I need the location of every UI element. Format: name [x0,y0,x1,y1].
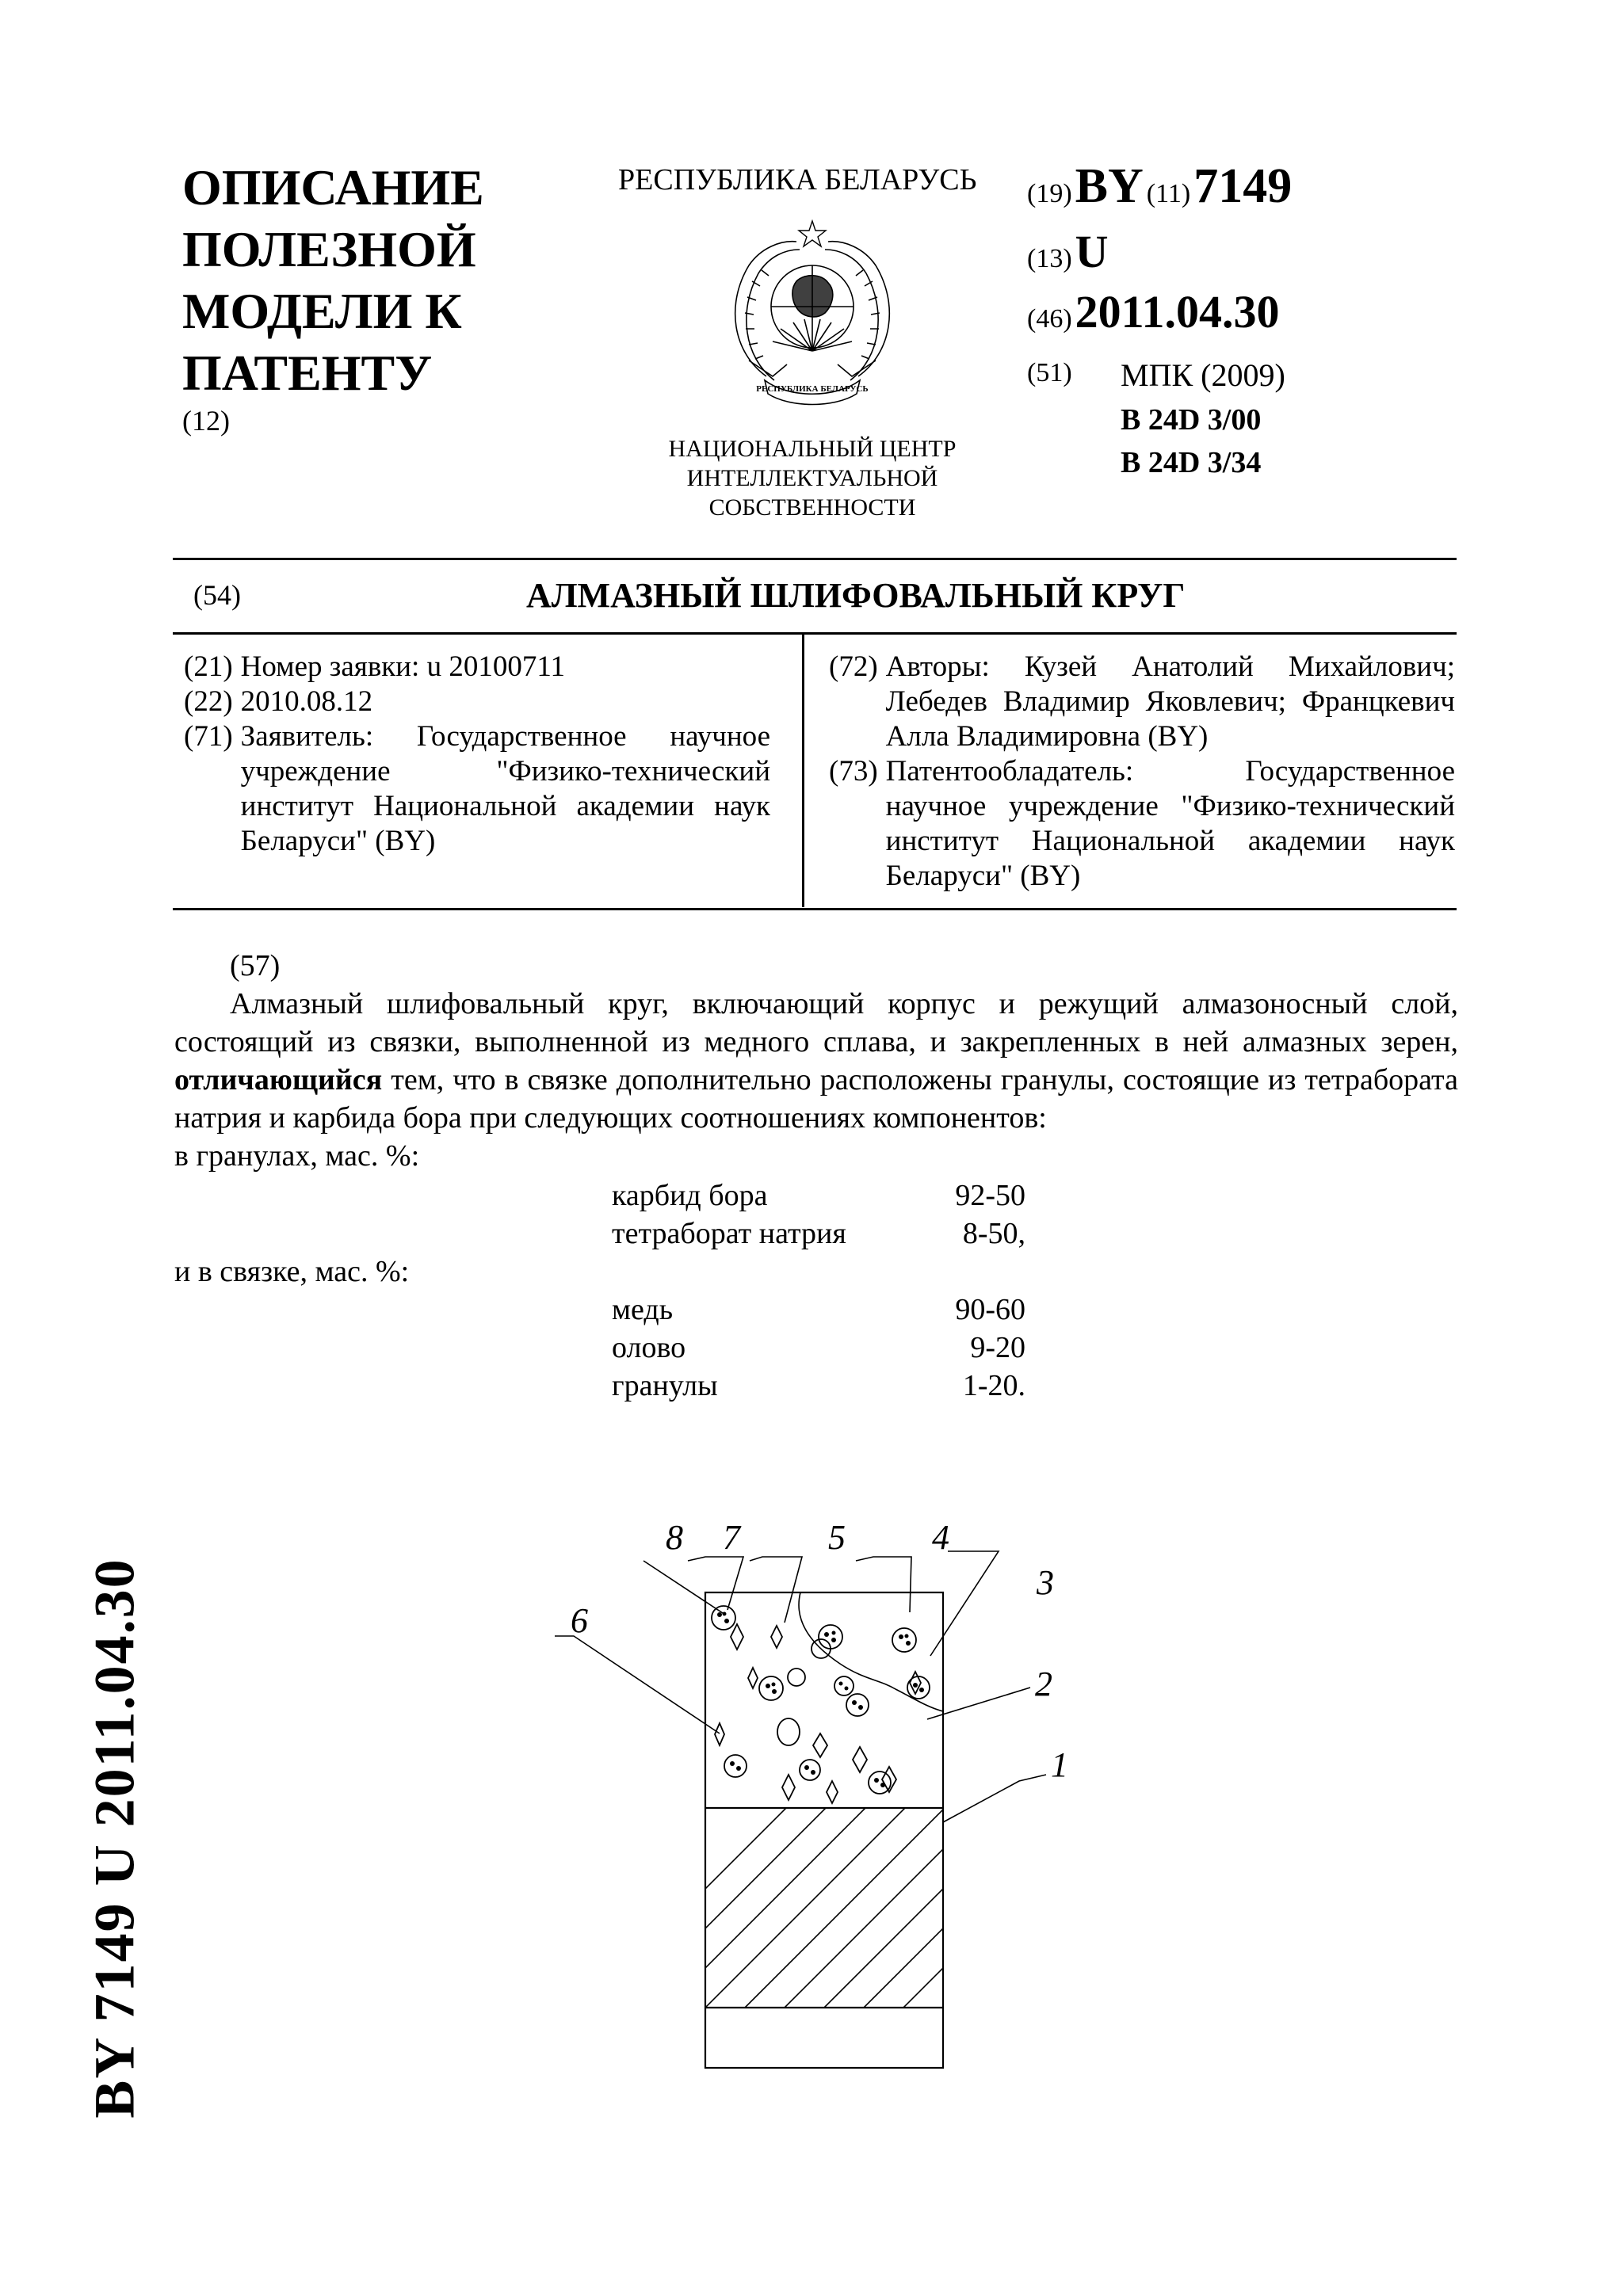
belarus-emblem-icon [717,218,907,412]
center-line: НАЦИОНАЛЬНЫЙ ЦЕНТР [668,436,957,462]
callout-2: 2 [1035,1665,1052,1703]
ipc-code: B 24D 3/34 [1121,446,1262,479]
code-54: (54) [193,579,241,611]
callout-1: 1 [1051,1745,1068,1784]
callout-6: 6 [571,1601,588,1640]
national-center-name [626,434,999,522]
republic-name: РЕСПУБЛИКА БЕЛАРУСЬ [618,163,977,196]
wheel-section-outline [705,1592,943,2068]
code-11: (11) [1146,179,1191,208]
body-hatching [586,1808,1103,2008]
claim [174,947,1458,1175]
callout-5: 5 [828,1518,846,1557]
component-name: олово [612,1331,686,1364]
code-12: (12) [182,405,230,437]
invention-title: АЛМАЗНЫЙ ШЛИФОВАЛЬНЫЙ КРУГ [526,576,1186,615]
field-label: (22) [184,685,233,718]
column-divider [802,634,804,907]
callout-7: 7 [723,1518,740,1557]
code-19: (19) [1027,179,1072,208]
authors: Авторы: Кузей Анатолий Михайлович; Лебедев Владимир Яковлевич; Францкевич Алла Владимировна (BY) [885,650,1455,753]
component-value: 92-50 [955,1179,1025,1212]
title-line: ПАТЕНТУ [182,345,433,401]
composition-row [612,1329,1025,1367]
composition-row [612,1215,1025,1253]
callout-4: 4 [932,1518,949,1557]
country-code: BY [1075,159,1144,213]
divider [173,908,1457,910]
component-name: тетраборат натрия [612,1217,846,1250]
component-value: 9-20 [970,1331,1025,1364]
application-number: Номер заявки: u 20100711 [240,650,565,683]
component-name: гранулы [612,1369,718,1402]
ipc-version: МПК (2009) [1121,357,1285,393]
title-line: ОПИСАНИЕ [182,159,484,215]
title-line: ПОЛЕЗНОЙ [182,221,476,277]
authors-owner-data [829,650,1455,894]
binder-intro: и в связке, мас. %: [174,1255,410,1288]
callout-3: 3 [1037,1563,1054,1602]
patent-owner: Патентообладатель: Государственное научное учреждение "Физико-технический институт Национальной академии наук Беларуси" (BY) [885,755,1455,892]
patent-number: 7149 [1193,159,1293,213]
composition-row [612,1367,1025,1405]
document-title [182,157,484,404]
title-line: МОДЕЛИ К [182,283,462,339]
component-value: 1-20. [962,1369,1025,1402]
claim-bold-word: отличающийся [174,1063,383,1097]
divider [173,632,1457,635]
granules-composition [612,1177,1025,1253]
field-label: (72) [829,650,878,683]
side-label [63,1537,166,2139]
composition-row [612,1291,1025,1329]
applicant: Заявитель: Государственное научное учреждение "Физико-технический институт Национальной академии наук Беларуси" (BY) [240,720,770,857]
divider [173,558,1457,560]
application-data [184,650,770,859]
composition-row [612,1177,1025,1215]
component-value: 90-60 [955,1293,1025,1326]
component-value: 8-50, [962,1217,1025,1250]
granules-intro: в гранулах, мас. %: [174,1139,420,1173]
center-line: СОБСТВЕННОСТИ [708,494,916,521]
code-51: (51) [1027,358,1072,387]
claim-text: Алмазный шлифовальный круг, включающий корпус и режущий алмазоносный слой, состоящий из связки, выполненной из медного сплава, и закрепленных в ней алмазных зерен, отличающийся тем, что в связке дополнительно расположены гранулы, состоящие из тетрабората натрия и карбида бора при следующих соотношениях компонентов: [174,987,1458,1135]
code-57: (57) [230,949,281,982]
filing-date: 2010.08.12 [240,685,373,718]
wheel-cross-section-figure [555,1482,1125,2115]
ipc-code: B 24D 3/00 [1121,403,1262,437]
kind-code: U [1075,226,1109,277]
component-name: карбид бора [612,1179,768,1212]
code-46: (46) [1027,304,1072,334]
field-label: (73) [829,755,878,788]
field-label: (71) [184,720,233,753]
component-name: медь [612,1293,674,1326]
center-line: ИНТЕЛЛЕКТУАЛЬНОЙ [686,465,938,491]
callout-8: 8 [666,1518,683,1557]
field-label: (21) [184,650,233,683]
side-label-text: BY 7149 U 2011.04.30 [82,1558,147,2119]
binder-composition [612,1291,1025,1405]
granules [712,1606,930,1794]
emblem-text: РЕСПУБЛИКА БЕЛАРУСЬ [756,384,869,394]
code-13: (13) [1027,244,1072,273]
magnified-region-curve [799,1592,943,1711]
publication-date: 2011.04.30 [1075,286,1280,338]
